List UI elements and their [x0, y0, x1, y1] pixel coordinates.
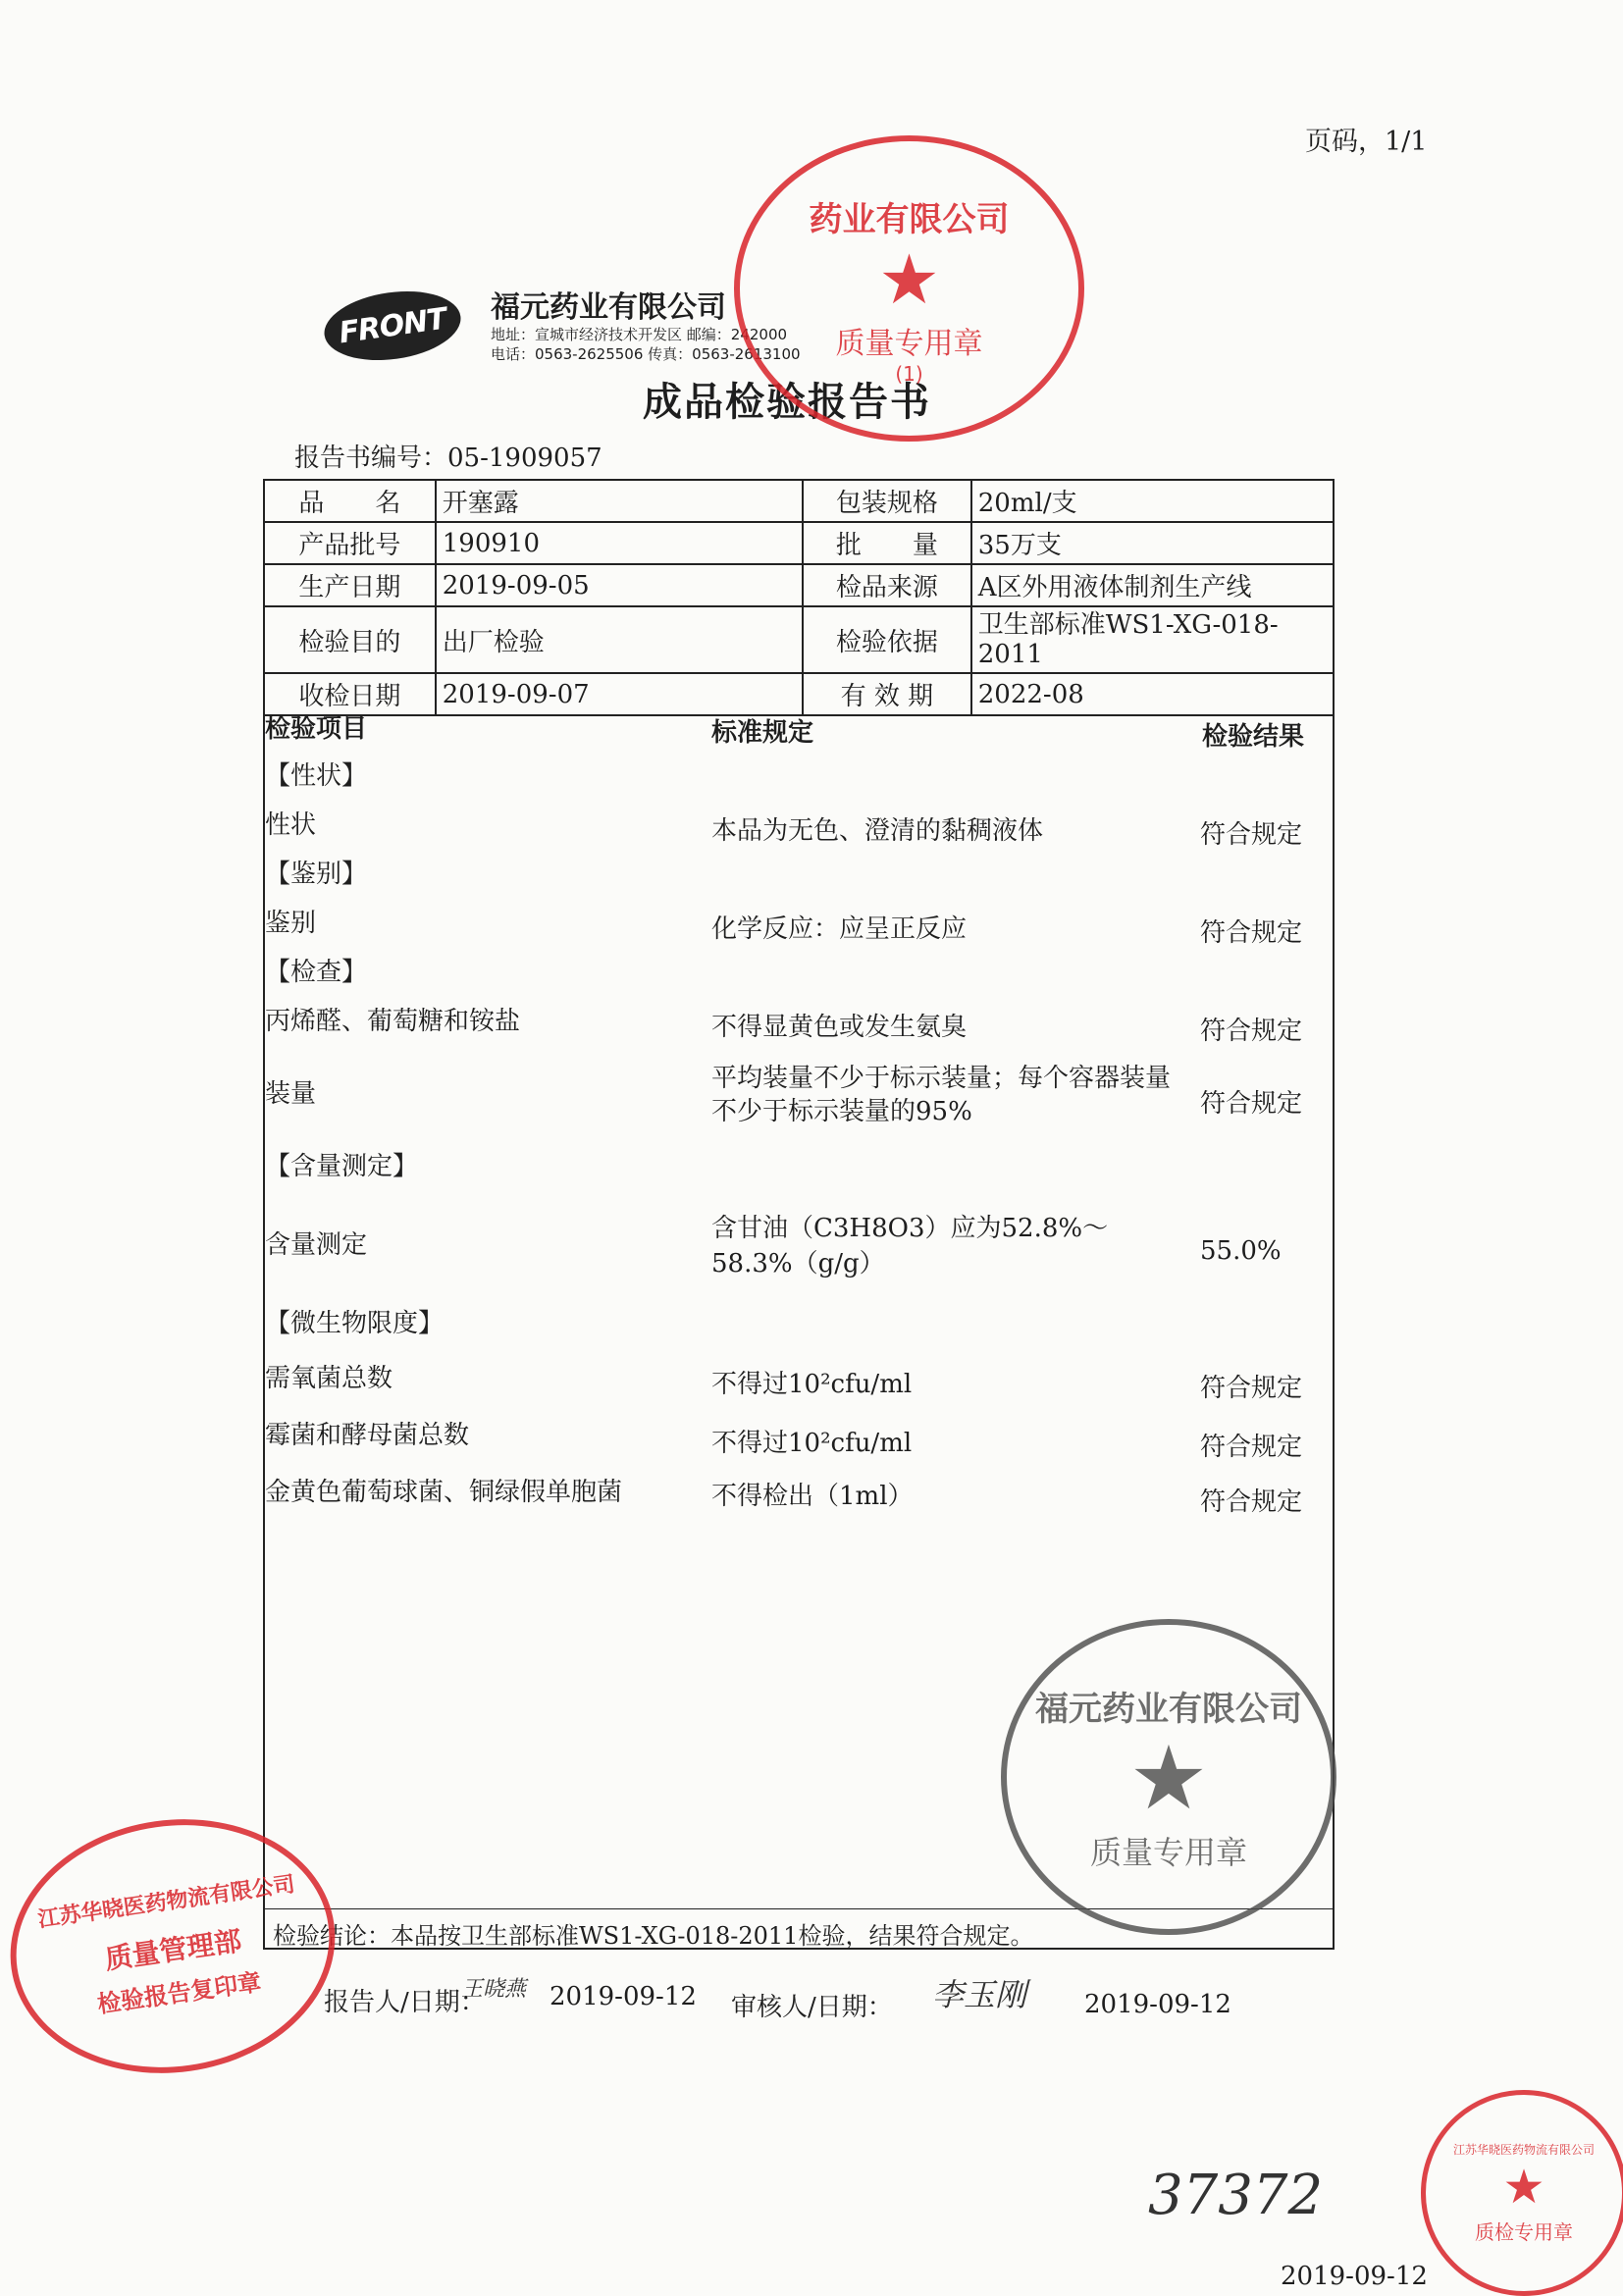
result-fill-volume: 符合规定 [1200, 1089, 1303, 1119]
item-acrolein: 丙烯醛、葡萄糖和铵盐 [265, 1007, 521, 1036]
section-tests: 【检查】 [265, 958, 368, 987]
distributor-seal-line2: 检验报告复印章 [95, 1967, 263, 2018]
company-contact: 电话：0563-2625506 传真：0563-2613100 [491, 345, 801, 363]
item-assay: 含量测定 [265, 1230, 368, 1260]
receive-date: 2019-09-07 [436, 673, 803, 715]
quality-seal-bottom [1001, 1619, 1336, 1935]
reporter-date: 2019-09-12 [550, 1982, 697, 2011]
handwritten-number: 37372 [1148, 2164, 1324, 2227]
prod-date-label: 生产日期 [264, 564, 436, 606]
item-appearance: 性状 [265, 810, 317, 840]
reviewer-label: 审核人/日期： [731, 1993, 893, 2022]
item-pathogens: 金黄色葡萄球菌、铜绿假单胞菌 [265, 1478, 623, 1507]
basis-label: 检验依据 [803, 606, 971, 673]
result-pathogens: 符合规定 [1200, 1487, 1303, 1517]
product-info-table [263, 479, 1335, 716]
purpose-value: 出厂检验 [436, 606, 803, 673]
table-row [264, 522, 1334, 564]
seal-top-sub: (1) [895, 361, 923, 386]
standard-fill-volume: 平均装量不少于标示装量；每个容器装量不少于标示装量的95% [711, 1064, 1172, 1126]
company-name: 福元药业有限公司 [491, 290, 726, 325]
receive-date-label: 收检日期 [264, 673, 436, 715]
section-identification: 【鉴别】 [265, 860, 368, 889]
table-row [264, 480, 1334, 522]
seal-bottom-text: 质量专用章 [1089, 1833, 1247, 1871]
item-aerobic: 需氧菌总数 [265, 1364, 393, 1393]
col-result-header: 检验结果 [1202, 722, 1305, 752]
result-mold-yeast: 符合规定 [1200, 1433, 1303, 1462]
source-value: A区外用液体制剂生产线 [971, 564, 1334, 606]
quality-seal-top [734, 135, 1084, 442]
source-label: 检品来源 [803, 564, 971, 606]
section-appearance: 【性状】 [265, 761, 368, 791]
company-logo [320, 284, 465, 369]
table-row [264, 564, 1334, 606]
result-identification: 符合规定 [1200, 918, 1303, 948]
result-aerobic: 符合规定 [1200, 1374, 1303, 1403]
document-title: 成品检验报告书 [643, 380, 931, 425]
purpose-label: 检验目的 [264, 606, 436, 673]
product-name: 开塞露 [436, 480, 803, 522]
section-assay: 【含量测定】 [265, 1152, 419, 1181]
standard-identification: 化学反应：应呈正反应 [711, 914, 968, 944]
result-acrolein: 符合规定 [1200, 1017, 1303, 1046]
result-appearance: 符合规定 [1200, 820, 1303, 850]
corner-seal-text: 质检专用章 [1474, 2220, 1573, 2244]
result-assay: 55.0% [1200, 1236, 1282, 1266]
reporter-signature: 王晓燕 [461, 1977, 527, 2002]
item-mold-yeast: 霉菌和酵母菌总数 [265, 1421, 470, 1450]
item-identification: 鉴别 [265, 909, 317, 938]
item-fill-volume: 装量 [265, 1079, 317, 1109]
star-icon: ★ [1128, 1726, 1209, 1830]
batch-no: 190910 [436, 522, 803, 564]
seal-bottom-arc-text: 福元药业有限公司 [1035, 1689, 1302, 1729]
reviewer-date: 2019-09-12 [1084, 1990, 1231, 2019]
logo-text: FRONT [337, 301, 448, 350]
batch-no-label: 产品批号 [264, 522, 436, 564]
table-row [264, 606, 1334, 673]
product-name-label: 品 名 [264, 480, 436, 522]
standard-assay: 含甘油（C3H8O3）应为52.8%～58.3%（g/g） [711, 1214, 1109, 1278]
star-icon: ★ [1502, 2160, 1545, 2215]
corner-seal-arc: 江苏华晓医药物流有限公司 [1452, 2143, 1595, 2157]
standard-acrolein: 不得显黄色或发生氨臭 [711, 1013, 968, 1042]
star-icon: ★ [878, 238, 940, 320]
expiry-value: 2022-08 [971, 673, 1334, 715]
conclusion: 检验结论：本品按卫生部标准WS1-XG-018-2011检验，结果符合规定。 [273, 1922, 1034, 1950]
seal-top-bottom-text: 质量专用章 [835, 326, 983, 361]
col-item-header: 检验项目 [265, 714, 368, 744]
company-address: 地址：宣城市经济技术开发区 邮编：242000 [491, 326, 788, 343]
spec-value: 20ml/支 [971, 480, 1334, 522]
standard-aerobic: 不得过10²cfu/ml [711, 1370, 913, 1399]
section-microbial: 【微生物限度】 [265, 1309, 445, 1338]
page-number: 页码，1/1 [1305, 127, 1428, 157]
distributor-seal-line1: 质量管理部 [102, 1923, 244, 1976]
distributor-seal-arc: 江苏华晓医药物流有限公司 [36, 1871, 297, 1933]
reviewer-signature: 李玉刚 [932, 1976, 1027, 2013]
standard-pathogens: 不得检出（1ml） [711, 1482, 914, 1511]
report-number: 报告书编号：05-1909057 [294, 444, 602, 473]
spec-label: 包装规格 [803, 480, 971, 522]
standard-mold-yeast: 不得过10²cfu/ml [711, 1429, 913, 1458]
expiry-label: 有 效 期 [803, 673, 971, 715]
footer-date: 2019-09-12 [1281, 2262, 1428, 2291]
basis-value: 卫生部标准WS1-XG-018-2011 [971, 606, 1334, 673]
inspection-seal-corner [1421, 2090, 1623, 2296]
batch-qty: 35万支 [971, 522, 1334, 564]
seal-top-arc-text: 药业有限公司 [809, 199, 1010, 239]
batch-qty-label: 批 量 [803, 522, 971, 564]
prod-date: 2019-09-05 [436, 564, 803, 606]
col-standard-header: 标准规定 [711, 718, 814, 748]
standard-appearance: 本品为无色、澄清的黏稠液体 [711, 816, 1044, 846]
reporter-label: 报告人/日期： [324, 1988, 486, 2017]
